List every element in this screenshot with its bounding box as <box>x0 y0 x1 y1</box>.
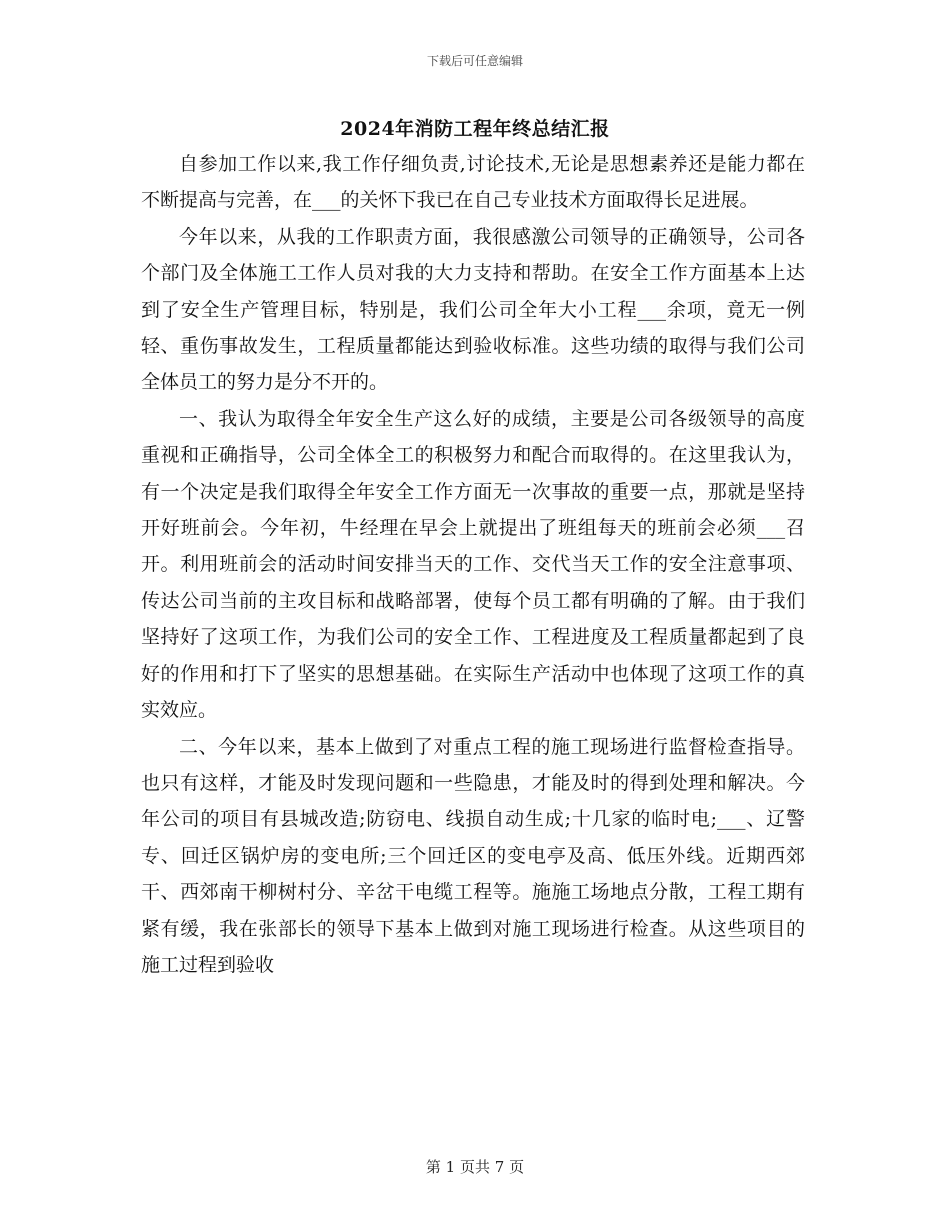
paragraph-2: 今年以来，从我的工作职责方面，我很感激公司领导的正确领导，公司各个部门及全体施工工作人员对我的大力支持和帮助。在安全工作方面基本上达到了安全生产管理目标，特别是，我们公司全年大小工程___余项，竟无一例轻、重伤事故发生，工程质量都能达到验收标准。这些功绩的取得与我们公司全体员工的努力是分不开的。 <box>141 225 805 394</box>
paragraph-1: 自参加工作以来,我工作仔细负责,讨论技术,无论是思想素养还是能力都在不断提高与完善，在___的关怀下我已在自己专业技术方面取得长足进展。 <box>141 153 805 212</box>
document-title: 2024年消防工程年终总结汇报 <box>340 118 610 140</box>
paragraph-4: 二、今年以来，基本上做到了对重点工程的施工现场进行监督检查指导。也只有这样，才能及时发现问题和一些隐患，才能及时的得到处理和解决。今年公司的项目有县城改造;防窃电、线损自动生成;十几家的临时电;___、辽警专、回迁区锅炉房的变电所;三个回迁区的变电亭及高、低压外线。近期西郊干、西郊南干柳树村分、辛岔干电缆工程等。施施工场地点分散，工程工期有紧有缓，我在张部长的领导下基本上做到对施工现场进行检查。从这些项目的施工过程到验收 <box>141 735 805 976</box>
document-body <box>141 146 805 983</box>
paragraph-3: 一、我认为取得全年安全生产这么好的成绩，主要是公司各级领导的高度重视和正确指导，公司全体全工的积极努力和配合而取得的。在这里我认为，有一个决定是我们取得全年安全工作方面无一次事故的重要一点，那就是坚持开好班前会。今年初，牛经理在早会上就提出了班组每天的班前会必须___召开。利用班前会的活动时间安排当天的工作、交代当天工作的安全注意事项、传达公司当前的主攻目标和战略部署，使每个员工都有明确的了解。由于我们坚持好了这项工作，为我们公司的安全工作、工程进度及工程质量都起到了良好的作用和打下了坚实的思想基础。在实际生产活动中也体现了这项工作的真实效应。 <box>141 407 805 722</box>
header-note: 下载后可任意编辑 <box>426 54 523 68</box>
page-number-footer: 第 1 页共 7 页 <box>425 1158 525 1176</box>
